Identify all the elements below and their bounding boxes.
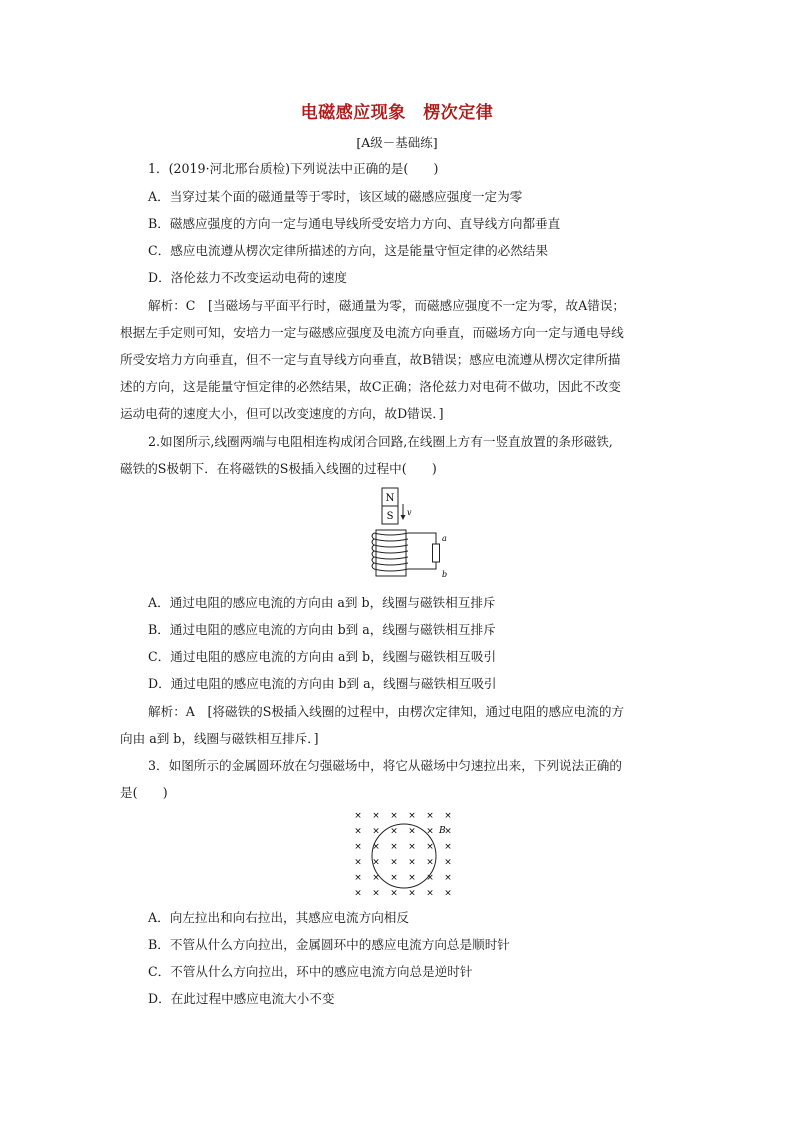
q2-option-d: D．通过电阻的感应电流的方向由 b到 a，线圈与磁铁相互吸引: [148, 676, 497, 691]
field-cross: ×: [408, 873, 416, 883]
metal-ring: [372, 824, 436, 888]
field-cross: ×: [408, 888, 416, 899]
field-cross: ×: [426, 857, 434, 868]
field-cross: ×: [372, 811, 380, 821]
field-cross: ×: [354, 826, 362, 837]
field-cross: ×: [426, 873, 434, 883]
magnet-north-label: N: [385, 493, 395, 504]
field-cross: ×: [426, 842, 434, 852]
magnet-coil-figure: [360, 484, 460, 586]
field-cross: ×: [354, 842, 362, 852]
field-cross: ×: [444, 826, 452, 837]
point-b-label: b: [442, 570, 448, 579]
q3-option-d: D．在此过程中感应电流大小不变: [148, 991, 335, 1006]
field-cross: ×: [354, 811, 362, 821]
q2-option-a: A．通过电阻的感应电流的方向由 a到 b，线圈与磁铁相互排斥: [148, 595, 496, 610]
field-cross: ×: [354, 888, 362, 899]
q2-option-c: C．通过电阻的感应电流的方向由 a到 b，线圈与磁铁相互吸引: [148, 649, 497, 664]
q1-option-b: B．磁感应强度的方向一定与通电导线所受安培力方向、直导线方向都垂直: [148, 216, 561, 231]
q1-option-d: D．洛伦兹力不改变运动电荷的速度: [148, 270, 348, 285]
q2-stem-line: 2.如图所示,线圈两端与电阻相连构成闭合回路,在线圈上方有一竖直放置的条形磁铁,: [148, 434, 613, 449]
point-a-label: a: [442, 534, 447, 543]
q2-analysis-line: 向由 a到 b，线圈与磁铁相互排斥．]: [120, 731, 319, 746]
resistor: [433, 544, 440, 562]
field-cross: ×: [390, 811, 398, 821]
field-cross: ×: [426, 888, 434, 899]
field-cross: ×: [354, 873, 362, 883]
q1-analysis-line: 所受安培力方向垂直，但不一定与直导线方向垂直，故B错误；感应电流遵从楞次定律所描: [120, 352, 621, 367]
magnetic-field-ring-figure: [350, 808, 470, 900]
page-title: 电磁感应现象 楞次定律: [300, 103, 494, 123]
field-b-label: B: [439, 826, 446, 836]
q1-analysis-line: 运动电荷的速度大小，但可以改变速度的方向，故D错误．]: [120, 406, 444, 421]
field-cross: ×: [390, 826, 398, 837]
field-cross: ×: [390, 857, 398, 868]
field-cross: ×: [354, 857, 362, 868]
field-cross: ×: [444, 857, 452, 868]
field-cross: ×: [372, 842, 380, 852]
field-cross: ×: [408, 811, 416, 821]
velocity-label: v: [407, 508, 412, 517]
q3-option-a: A．向左拉出和向右拉出，其感应电流方向相反: [148, 910, 409, 925]
q1-option-a: A．当穿过某个面的磁通量等于零时，该区域的磁感应强度一定为零: [148, 189, 523, 204]
field-cross: ×: [408, 842, 416, 852]
q3-option-b: B．不管从什么方向拉出，金属圆环中的感应电流方向总是顺时针: [148, 937, 510, 952]
q3-option-c: C．不管从什么方向拉出，环中的感应电流方向总是逆时针: [148, 964, 473, 979]
field-cross: ×: [444, 888, 452, 899]
field-cross: ×: [390, 873, 398, 883]
q3-stem-line: 3．如图所示的金属圆环放在匀强磁场中，将它从磁场中匀速拉出来，下列说法正确的: [148, 758, 622, 773]
level-subtitle: [A级－基础练]: [356, 135, 438, 150]
field-cross: ×: [372, 826, 380, 837]
q2-stem-line: 磁铁的S极朝下．在将磁铁的S极插入线圈的过程中( ): [120, 461, 437, 476]
q2-option-b: B．通过电阻的感应电流的方向由 b到 a，线圈与磁铁相互排斥: [148, 622, 496, 637]
field-cross: ×: [408, 857, 416, 868]
magnet-south-label: S: [386, 511, 394, 522]
q1-stem: 1．(2019·河北邢台质检)下列说法中正确的是( ): [148, 161, 439, 176]
field-cross: ×: [444, 842, 452, 852]
q1-analysis-line: 根据左手定则可知，安培力一定与磁感应强度及电流方向垂直，而磁场方向一定与通电导线: [120, 325, 624, 340]
field-cross: ×: [426, 811, 434, 821]
field-cross: ×: [372, 873, 380, 883]
q1-option-c: C．感应电流遵从楞次定律所描述的方向，这是能量守恒定律的必然结果: [148, 243, 549, 258]
q3-stem-line: 是( ): [120, 785, 168, 800]
field-cross: ×: [372, 888, 380, 899]
q1-analysis-line: 解析：C [当磁场与平面平行时，磁通量为零，而磁感应强度不一定为零，故A错误；: [148, 298, 626, 313]
field-cross: ×: [390, 842, 398, 852]
field-cross: ×: [444, 873, 452, 883]
field-cross: ×: [390, 888, 398, 899]
field-cross: ×: [426, 826, 434, 837]
q2-analysis-line: 解析：A [将磁铁的S极插入线圈的过程中，由楞次定律知，通过电阻的感应电流的方: [148, 704, 625, 719]
q1-analysis-line: 述的方向，这是能量守恒定律的必然结果，故C正确；洛伦兹力对电荷不做功，因此不改变: [120, 379, 621, 394]
field-cross: ×: [372, 857, 380, 868]
field-cross: ×: [444, 811, 452, 821]
field-cross: ×: [408, 826, 416, 837]
